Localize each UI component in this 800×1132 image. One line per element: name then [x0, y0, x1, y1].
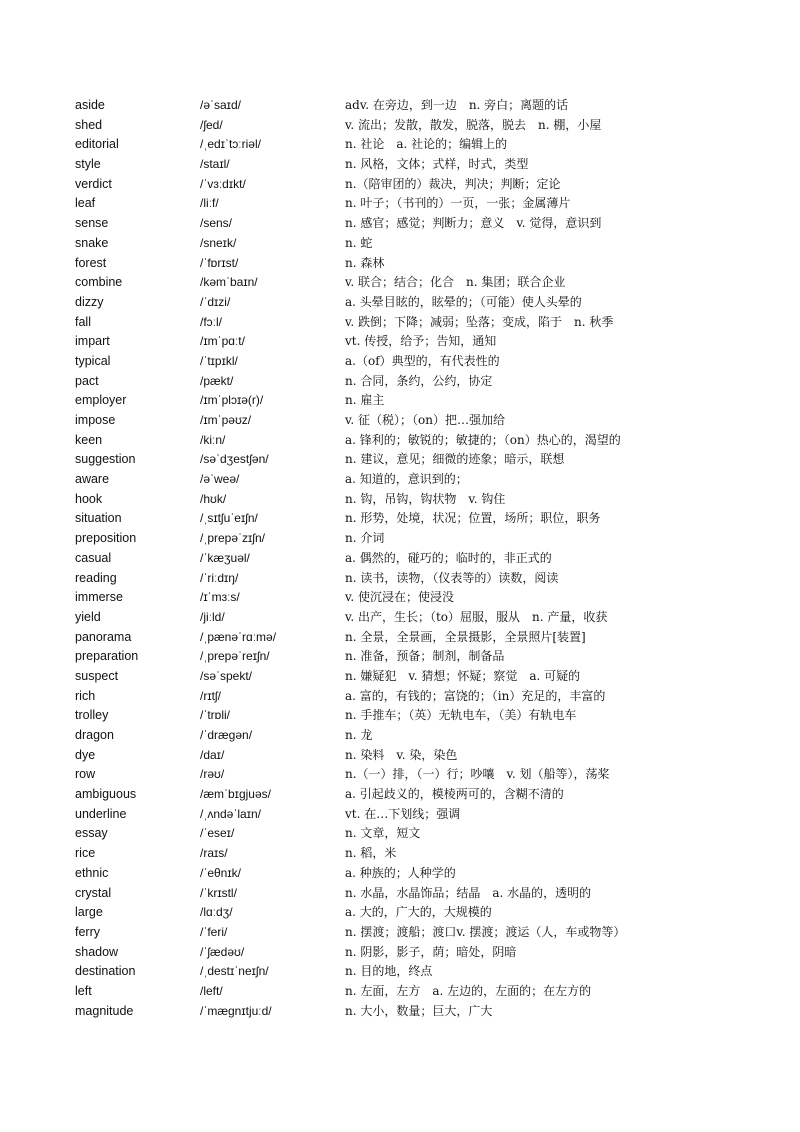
vocab-row	[75, 332, 775, 352]
vocab-phonetic: /pækt/	[200, 373, 234, 388]
vocab-word: impose	[75, 413, 116, 427]
vocab-definition: vt. 在…下划线；强调	[345, 806, 461, 821]
vocab-definition: v. 使沉浸在；使浸没	[345, 590, 454, 605]
vocab-row	[75, 746, 775, 766]
vocab-word: panorama	[75, 629, 132, 644]
vocab-phonetic: /ˈfɒrɪst/	[200, 255, 239, 270]
vocab-phonetic: /ˌprepəˈreɪʃn/	[200, 649, 270, 664]
vocab-phonetic: /ˌdestɪˈneɪʃn/	[200, 964, 269, 979]
vocab-word: suggestion	[75, 452, 136, 467]
vocab-word: typical	[75, 353, 111, 368]
vocab-definition: n. 介词	[345, 531, 385, 546]
vocab-row	[75, 490, 775, 510]
vocab-row	[75, 273, 775, 293]
vocab-phonetic: /hʊk/	[200, 491, 227, 506]
vocab-row	[75, 352, 775, 372]
vocab-word: ambiguous	[75, 787, 137, 802]
vocab-phonetic: /ɪmˈplɔɪə(r)/	[200, 393, 264, 408]
vocab-phonetic: /jiːld/	[200, 609, 225, 624]
vocab-word: situation	[75, 511, 122, 526]
vocab-phonetic: /ˈdɪzi/	[200, 294, 231, 309]
vocab-definition: n. 龙	[345, 728, 373, 742]
vocab-definition: n. 文章，短文	[345, 826, 421, 841]
vocab-definition: n. 染料 v. 染，染色	[345, 747, 458, 762]
vocab-phonetic: /kiːn/	[200, 432, 226, 447]
vocab-row	[75, 706, 775, 726]
vocab-definition: adv. 在旁边，到一边 n. 旁白；离题的话	[345, 98, 569, 112]
vocab-row	[75, 982, 775, 1002]
vocab-phonetic: /ˈeθnɪk/	[200, 865, 241, 880]
vocab-phonetic: /ˈdræɡən/	[200, 728, 253, 742]
vocab-word: impart	[75, 334, 110, 349]
vocab-word: rice	[75, 846, 96, 861]
vocab-definition: v. 跌倒；下降；减弱；坠落；变成，陷于 n. 秋季	[345, 314, 614, 329]
vocab-definition: n. 摆渡；渡船；渡口v. 摆渡；渡运（人，车或物等）	[345, 924, 626, 939]
vocab-row	[75, 667, 775, 687]
vocab-definition: a.（of）典型的，有代表性的	[345, 353, 500, 368]
vocab-row	[75, 293, 775, 313]
vocab-word: crystal	[75, 885, 112, 900]
vocab-definition: n. 稻，米	[345, 846, 397, 861]
vocab-definition: n. 社论 a. 社论的；编辑上的	[345, 137, 508, 152]
vocab-phonetic: /raɪs/	[200, 846, 228, 861]
vocab-row	[75, 943, 775, 963]
vocab-definition: n. 嫌疑犯 v. 猜想；怀疑；察觉 a. 可疑的	[345, 668, 581, 683]
vocab-phonetic: /ˈeseɪ/	[200, 826, 235, 841]
vocab-phonetic: /ˌedɪˈtɔːriəl/	[200, 137, 261, 152]
vocab-word: preparation	[75, 649, 139, 664]
vocab-definition: n.（陪审团的）裁决，判决；判断；定论	[345, 176, 561, 191]
vocab-definition: n. 钩，吊钩，钩状物 v. 钩住	[345, 491, 506, 506]
vocab-word: aware	[75, 472, 110, 487]
vocab-phonetic: /ɪmˈpəʊz/	[200, 413, 252, 427]
vocab-phonetic: /ˌprepəˈzɪʃn/	[200, 531, 265, 546]
vocab-phonetic: /sneɪk/	[200, 235, 237, 250]
vocab-word: left	[75, 983, 92, 998]
vocab-word: large	[75, 905, 103, 920]
vocab-word: employer	[75, 393, 127, 408]
vocab-definition: n. 风格，文体；式样，时式，类型	[345, 157, 529, 172]
vocab-definition: n. 建议，意见；细微的迹象；暗示，联想	[345, 452, 565, 467]
vocab-definition: n. 雇主	[345, 393, 385, 408]
vocab-row	[75, 175, 775, 195]
vocab-word: editorial	[75, 137, 119, 152]
vocab-row	[75, 726, 775, 746]
vocab-definition: n. 左面，左方 a. 左边的，左面的；在左方的	[345, 983, 592, 998]
vocab-definition: n.（一）排，（一）行；吵嚷 v. 划（船等），荡桨	[345, 767, 610, 782]
vocab-word: keen	[75, 432, 103, 447]
vocab-word: essay	[75, 826, 108, 841]
vocab-phonetic: /ˌsɪtʃuˈeɪʃn/	[200, 511, 258, 526]
vocab-definition: v. 征（税）；（on）把…强加给	[345, 413, 505, 427]
vocab-definition: a. 偶然的，碰巧的；临时的，非正式的	[345, 550, 552, 565]
vocab-word: ferry	[75, 924, 100, 939]
vocab-word: immerse	[75, 590, 123, 605]
vocab-definition: v. 出产，生长；（to）屈服，服从 n. 产量，收获	[345, 609, 608, 624]
vocab-word: reading	[75, 570, 117, 585]
vocab-word: combine	[75, 275, 123, 290]
vocab-definition: n. 森林	[345, 255, 385, 270]
vocab-word: dragon	[75, 728, 114, 742]
vocab-definition: a. 富的，有钱的；富饶的；（in）充足的，丰富的	[345, 688, 606, 703]
vocab-definition: n. 水晶，水晶饰品；结晶 a. 水晶的，透明的	[345, 885, 592, 900]
vocab-word: trolley	[75, 708, 109, 723]
vocab-phonetic: /səˈdʒestʃən/	[200, 452, 269, 467]
vocab-row	[75, 687, 775, 707]
vocab-phonetic: /sens/	[200, 216, 233, 231]
vocab-definition: n. 形势，处境，状况；位置，场所；职位，职务	[345, 511, 601, 526]
vocab-definition: n. 感官；感觉；判断力；意义 v. 觉得，意识到	[345, 216, 602, 231]
vocab-phonetic: /ˌʌndəˈlaɪn/	[200, 806, 261, 821]
vocab-row	[75, 1002, 775, 1022]
vocab-word: ethnic	[75, 865, 109, 880]
vocab-definition: n. 阴影，影子，荫；暗处，阴暗	[345, 944, 517, 959]
vocab-phonetic: /rəʊ/	[200, 767, 225, 782]
vocab-phonetic: /kəmˈbaɪn/	[200, 275, 258, 290]
vocab-definition: n. 读书，读物，（仪表等的）读数，阅读	[345, 570, 559, 585]
vocab-word: dizzy	[75, 294, 104, 309]
vocab-definition: a. 锋利的；敏锐的；敏捷的；（on）热心的，渴望的	[345, 432, 621, 447]
vocab-phonetic: /əˈweə/	[200, 472, 240, 487]
vocab-row	[75, 765, 775, 785]
vocab-row	[75, 628, 775, 648]
vocab-row	[75, 529, 775, 549]
vocab-row	[75, 923, 775, 943]
vocab-definition: n. 合同，条约，公约，协定	[345, 373, 493, 388]
vocab-row	[75, 194, 775, 214]
vocab-phonetic: /fɔːl/	[200, 314, 223, 329]
vocab-word: yield	[75, 609, 101, 624]
vocab-definition: v. 流出；发散，散发，脱落，脱去 n. 棚，小屋	[345, 117, 602, 132]
vocab-row	[75, 903, 775, 923]
vocab-definition: n. 叶子；（书刊的）一页，一张；金属薄片	[345, 196, 571, 211]
vocab-word: aside	[75, 98, 105, 112]
vocab-row	[75, 785, 775, 805]
vocab-definition: v. 联合；结合；化合 n. 集团；联合企业	[345, 275, 566, 290]
vocab-phonetic: /daɪ/	[200, 747, 225, 762]
vocab-row	[75, 411, 775, 431]
vocab-row	[75, 96, 775, 116]
vocab-word: hook	[75, 491, 103, 506]
vocab-word: destination	[75, 964, 136, 979]
vocab-word: leaf	[75, 196, 96, 211]
vocab-word: underline	[75, 806, 127, 821]
vocab-row	[75, 313, 775, 333]
vocab-phonetic: /rɪtʃ/	[200, 688, 221, 703]
vocab-phonetic: /lɑːdʒ/	[200, 905, 233, 920]
vocab-row	[75, 470, 775, 490]
vocab-phonetic: /ˈferi/	[200, 924, 228, 939]
vocab-word: sense	[75, 216, 109, 231]
vocab-phonetic: /left/	[200, 983, 223, 998]
vocab-row	[75, 116, 775, 136]
vocab-phonetic: /ˈkæʒuəl/	[200, 550, 250, 565]
vocab-definition: n. 蛇	[345, 235, 373, 250]
vocab-definition: vt. 传授，给予；告知，通知	[345, 334, 497, 349]
vocab-word: snake	[75, 235, 109, 250]
vocab-phonetic: /ˈtɪpɪkl/	[200, 353, 238, 368]
vocab-definition: n. 大小，数量；巨大，广大	[345, 1003, 493, 1018]
vocab-phonetic: /ˈmæɡnɪtjuːd/	[200, 1003, 272, 1018]
vocab-row	[75, 647, 775, 667]
vocab-row	[75, 805, 775, 825]
vocab-word: preposition	[75, 531, 137, 546]
vocab-definition: n. 目的地，终点	[345, 964, 433, 979]
vocab-phonetic: /ˈvɜːdɪkt/	[200, 176, 246, 191]
vocabulary-list	[75, 96, 775, 1021]
vocab-word: rich	[75, 688, 96, 703]
vocab-row	[75, 254, 775, 274]
vocab-row	[75, 431, 775, 451]
vocab-word: pact	[75, 373, 99, 388]
vocab-phonetic: /ɪmˈpɑːt/	[200, 334, 245, 349]
vocab-row	[75, 962, 775, 982]
vocab-row	[75, 588, 775, 608]
vocab-row	[75, 214, 775, 234]
vocab-row	[75, 549, 775, 569]
vocab-phonetic: /liːf/	[200, 196, 219, 211]
vocab-phonetic: /staɪl/	[200, 157, 230, 172]
vocab-word: shadow	[75, 944, 119, 959]
vocab-phonetic: /ˈkrɪstl/	[200, 885, 237, 900]
vocab-word: row	[75, 767, 96, 782]
vocab-row	[75, 844, 775, 864]
vocab-phonetic: /æmˈbɪɡjuəs/	[200, 787, 271, 802]
vocab-phonetic: /ˌpænəˈrɑːmə/	[200, 629, 277, 644]
vocab-definition: a. 头晕目眩的，眩晕的；（可能）使人头晕的	[345, 294, 582, 309]
vocab-row	[75, 884, 775, 904]
vocab-word: shed	[75, 117, 103, 132]
vocab-phonetic: /ˈʃædəʊ/	[200, 944, 245, 959]
vocab-word: forest	[75, 255, 107, 270]
vocab-definition: n. 全景，全景画，全景摄影，全景照片[装置]	[345, 629, 586, 644]
vocab-row	[75, 864, 775, 884]
vocab-phonetic: /ʃed/	[200, 117, 223, 132]
vocab-word: dye	[75, 747, 96, 762]
vocab-definition: n. 手推车；（英）无轨电车，（美）有轨电车	[345, 708, 577, 723]
vocab-row	[75, 509, 775, 529]
vocab-row	[75, 155, 775, 175]
vocab-row	[75, 135, 775, 155]
vocab-definition: a. 大的，广大的，大规模的	[345, 905, 492, 920]
vocab-phonetic: /əˈsaɪd/	[200, 98, 241, 112]
vocab-word: magnitude	[75, 1003, 134, 1018]
vocab-row	[75, 450, 775, 470]
vocab-phonetic: /ˈtrɒli/	[200, 708, 230, 723]
vocab-definition: n. 准备，预备；制剂，制备品	[345, 649, 505, 664]
vocab-row	[75, 372, 775, 392]
vocab-word: suspect	[75, 668, 119, 683]
vocab-definition: a. 引起歧义的，模棱两可的，含糊不清的	[345, 787, 564, 802]
vocab-phonetic: /səˈspekt/	[200, 668, 253, 683]
vocab-row	[75, 391, 775, 411]
vocab-phonetic: /ˈriːdɪŋ/	[200, 570, 239, 585]
vocab-row	[75, 569, 775, 589]
vocab-row	[75, 608, 775, 628]
vocab-word: casual	[75, 550, 112, 565]
vocab-word: fall	[75, 314, 91, 329]
vocab-definition: a. 种族的；人种学的	[345, 865, 456, 880]
vocab-word: style	[75, 157, 101, 172]
vocab-row	[75, 824, 775, 844]
vocab-phonetic: /ɪˈmɜːs/	[200, 590, 240, 605]
vocab-word: verdict	[75, 176, 112, 191]
vocab-definition: a. 知道的，意识到的；	[345, 472, 468, 487]
vocab-row	[75, 234, 775, 254]
